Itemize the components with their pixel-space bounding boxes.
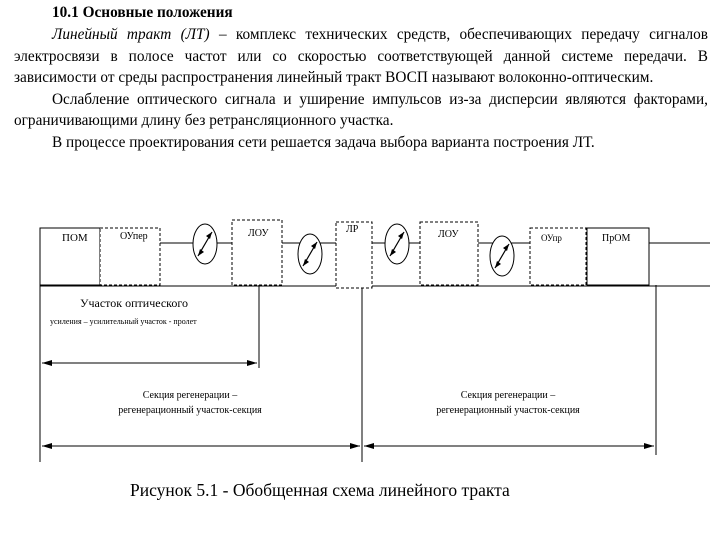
section-heading: 10.1 Основные положения bbox=[52, 4, 233, 21]
section-right-line2: регенерационный участок-секция bbox=[436, 405, 580, 416]
section-right-line1: Секция регенерации – bbox=[460, 390, 556, 401]
lou-left-label: ЛОУ bbox=[248, 228, 269, 239]
span-amp-subtitle: усиления – усилительный участок - пролет bbox=[50, 317, 197, 326]
arrowhead bbox=[247, 360, 257, 366]
paragraph-design: В процессе проектирования сети решается задача выбора варианта построения ЛТ. bbox=[52, 133, 595, 151]
figure-caption: Рисунок 5.1 - Обобщенная схема линейного тракта bbox=[130, 480, 510, 500]
arrowhead bbox=[644, 443, 654, 449]
connector-icon bbox=[385, 224, 409, 264]
section-left-line1: Секция регенерации – bbox=[142, 390, 238, 401]
lou-right-label: ЛОУ bbox=[438, 229, 459, 240]
term-lt: Линейный тракт (ЛТ) bbox=[52, 26, 210, 43]
connector-icon bbox=[298, 234, 322, 274]
ou-pr-label: ОУпр bbox=[541, 233, 562, 243]
paragraph-attenuation: Ослабление оптического сигнала и уширение импульсов из-за дисперсии являются факторами, ограничивающими длину без ретрансляционного участка. bbox=[14, 90, 708, 130]
prom-label: ПрОМ bbox=[602, 233, 631, 244]
arrowhead bbox=[42, 360, 52, 366]
ou-per-label: ОУпер bbox=[120, 231, 148, 242]
connector-icon bbox=[490, 236, 514, 276]
arrowhead bbox=[364, 443, 374, 449]
arrowhead bbox=[350, 443, 360, 449]
arrowhead bbox=[42, 443, 52, 449]
span-amp-title: Участок оптического bbox=[80, 296, 189, 310]
lr-label: ЛР bbox=[346, 224, 359, 235]
pom-label: ПОМ bbox=[62, 232, 88, 244]
definition-text: – комплекс технических средств, обеспечивающих передачу сигналов электросвязи в полосе частот или со скоростью соответствующей данной системе передачи. В зависимости от среды распространения линейный тракт ВОСП называют волоконно-оптическим. bbox=[14, 26, 708, 87]
connector-icon bbox=[193, 224, 217, 264]
section-left-line2: регенерационный участок-секция bbox=[118, 405, 262, 416]
